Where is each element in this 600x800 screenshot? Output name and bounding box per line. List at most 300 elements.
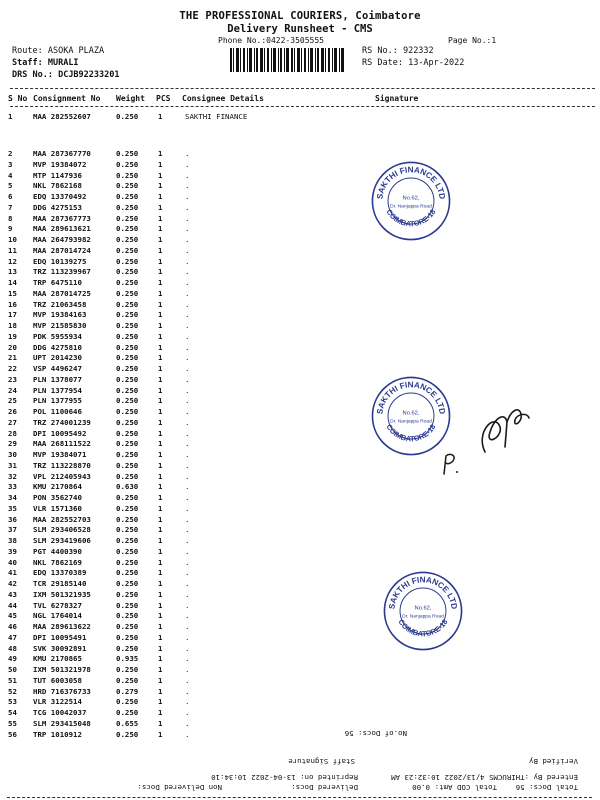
- weight-value: 0.250: [116, 288, 139, 298]
- delivered-docs: Delivered Docs:: [291, 783, 358, 792]
- weight-value: 0.250: [116, 374, 139, 384]
- consignee-details: .: [185, 460, 190, 470]
- consignee-details: .: [185, 708, 190, 717]
- row-sno: 7: [8, 202, 13, 212]
- table-row: [0, 149, 600, 159]
- consignment-no: MVP 19384163: [33, 310, 87, 320]
- consignee-details: .: [185, 256, 190, 266]
- weight-value: 0.250: [116, 579, 139, 588]
- weight-value: 0.250: [116, 643, 139, 653]
- non-delivered-docs: Non Delivered Docs:: [137, 783, 222, 792]
- consignee-details: .: [185, 310, 190, 320]
- pcs-value: 1: [158, 622, 163, 631]
- weight-value: 0.250: [116, 331, 139, 341]
- consignee-details: .: [185, 589, 190, 599]
- row-sno: 54: [8, 708, 17, 717]
- table-row: [0, 482, 600, 492]
- consignment-no: TRP 1010912: [33, 729, 82, 739]
- row-sno: 13: [8, 267, 17, 277]
- table-row: [0, 160, 600, 170]
- consignment-no: MAA 287367770: [33, 149, 91, 158]
- consignment-no: PLN 1378077: [33, 374, 82, 384]
- pcs-value: 1: [158, 718, 163, 728]
- consignee-details: .: [185, 675, 190, 685]
- row-sno: 55: [8, 718, 17, 728]
- consignee-details: .: [185, 364, 190, 373]
- row-sno: 40: [8, 557, 17, 567]
- pcs-value: 1: [158, 600, 163, 610]
- stamp-line2: Dr. Nanjappa Road: [390, 419, 432, 425]
- reprinted-on: Reprinted on: 13-04-2022 10:34:10: [211, 773, 358, 782]
- consignee-details: .: [185, 471, 190, 481]
- row-sno: 25: [8, 396, 17, 406]
- consignment-no: MAA 287367773: [33, 213, 91, 223]
- weight-value: 0.250: [116, 460, 139, 470]
- table-row: [0, 343, 600, 353]
- row-sno: 56: [8, 729, 17, 739]
- row-sno: 45: [8, 611, 17, 621]
- table-row: [0, 504, 600, 514]
- row-sno: 6: [8, 192, 13, 201]
- consignee-details: .: [185, 417, 190, 427]
- table-row: [0, 676, 600, 686]
- weight-value: 0.250: [116, 525, 139, 535]
- consignee-details: .: [185, 643, 190, 653]
- consignee-details: .: [185, 396, 190, 406]
- consignee-details: .: [185, 407, 190, 416]
- consignee-details: .: [185, 192, 190, 201]
- table-row: [0, 246, 600, 256]
- stamp-bottom-text: COIMBATORE-18: [396, 617, 450, 639]
- consignment-no: NGL 1764014: [33, 611, 82, 621]
- weight-value: 0.250: [116, 536, 139, 545]
- weight-value: 0.250: [116, 589, 139, 599]
- consignment-no: MVP 19384072: [33, 159, 87, 169]
- weight-value: 0.250: [116, 112, 139, 121]
- row-sno: 37: [8, 525, 17, 535]
- consignee-details: .: [185, 665, 190, 674]
- stamp-line2: Dr. Nanjappa Road: [390, 204, 432, 210]
- rs-date-line: RS Date: 13-Apr-2022: [362, 58, 465, 68]
- consignee-details: .: [185, 503, 190, 513]
- row-sno: 21: [8, 353, 17, 363]
- consignee-details: .: [185, 267, 190, 277]
- row-sno: 43: [8, 589, 17, 599]
- weight-value: 0.250: [116, 600, 139, 610]
- table-row: [0, 171, 600, 181]
- row-sno: 34: [8, 493, 17, 502]
- pcs-value: 1: [158, 235, 163, 244]
- row-sno: 2: [8, 149, 13, 158]
- weight-value: 0.250: [116, 192, 139, 201]
- consignment-no: MAA 282552607: [33, 112, 91, 121]
- pcs-value: 1: [158, 278, 163, 287]
- row-sno: 3: [8, 159, 13, 169]
- row-sno: 49: [8, 654, 17, 664]
- weight-value: 0.250: [116, 202, 139, 212]
- initial-signature-icon: [440, 452, 462, 476]
- consignee-details: .: [185, 149, 190, 158]
- col-consignee: Consignee Details: [182, 94, 264, 103]
- table-row: [0, 289, 600, 299]
- staff-value: MURALI: [47, 58, 79, 68]
- pcs-value: 1: [158, 525, 163, 535]
- consignment-no: SLM 293415048: [33, 718, 91, 728]
- consignee-details: .: [185, 514, 190, 524]
- table-row: [0, 697, 600, 707]
- consignee-details: .: [185, 299, 190, 309]
- consignment-no: POL 1100646: [33, 407, 82, 416]
- pcs-value: 1: [158, 536, 163, 545]
- row-sno: 12: [8, 256, 17, 266]
- row-sno: 51: [8, 675, 17, 685]
- consignee-details: .: [185, 729, 190, 739]
- row-sno: 47: [8, 632, 17, 642]
- table-row: [0, 112, 600, 122]
- pcs-value: 1: [158, 353, 163, 363]
- stamp-top-text: SAKTHI FINANCE LTD: [375, 165, 447, 200]
- pcs-value: 1: [158, 450, 163, 459]
- row-sno: 31: [8, 460, 17, 470]
- consignment-no: TCR 29185140: [33, 579, 87, 588]
- route-line: Route: ASOKA PLAZA: [12, 46, 105, 56]
- weight-value: 0.250: [116, 299, 139, 309]
- table-row: [0, 300, 600, 310]
- consignment-no: TRP 6475110: [33, 278, 82, 287]
- pcs-value: 1: [158, 321, 163, 330]
- consignee-details: .: [185, 611, 190, 621]
- stamp-line1: No.62,: [402, 195, 420, 202]
- weight-value: 0.250: [116, 170, 139, 180]
- weight-value: 0.935: [116, 654, 139, 664]
- staff-line: Staff: MURALI: [12, 58, 79, 68]
- consignment-no: DPI 10095492: [33, 428, 87, 438]
- table-row: [0, 321, 600, 331]
- row-sno: 9: [8, 224, 13, 234]
- pcs-value: 1: [158, 213, 163, 223]
- row-sno: 48: [8, 643, 17, 653]
- row-sno: 4: [8, 170, 13, 180]
- consignment-no: VSP 4496247: [33, 364, 82, 373]
- page-number: Page No.:1: [448, 36, 497, 45]
- col-pcs: PCS: [156, 94, 171, 103]
- rs-date-value: 13-Apr-2022: [408, 58, 465, 68]
- row-sno: 18: [8, 321, 17, 330]
- pcs-value: 1: [158, 417, 163, 427]
- consignment-no: MVP 19384071: [33, 450, 87, 459]
- pcs-value: 1: [158, 170, 163, 180]
- weight-value: 0.250: [116, 665, 139, 674]
- pcs-value: 1: [158, 224, 163, 234]
- row-sno: 19: [8, 331, 17, 341]
- consignment-no: DDG 4275810: [33, 342, 82, 352]
- table-row: [0, 687, 600, 697]
- route-value: ASOKA PLAZA: [47, 46, 105, 56]
- table-row: [0, 558, 600, 568]
- stamp-top-text: SAKTHI FINANCE LTD: [387, 575, 459, 610]
- weight-value: 0.250: [116, 407, 139, 416]
- consignee-details: .: [185, 493, 190, 502]
- weight-value: 0.250: [116, 417, 139, 427]
- row-sno: 5: [8, 181, 13, 191]
- total-docs: Total Docs: 56: [515, 783, 578, 792]
- consignment-no: KMU 2170865: [33, 654, 82, 664]
- consignee-details: .: [185, 525, 190, 535]
- consignee-details: .: [185, 374, 190, 384]
- table-row: [0, 257, 600, 267]
- weight-value: 0.250: [116, 181, 139, 191]
- consignee-details: .: [185, 450, 190, 459]
- table-row: [0, 192, 600, 202]
- consignee-details: .: [185, 718, 190, 728]
- divider: [10, 106, 595, 107]
- weight-value: 0.250: [116, 557, 139, 567]
- consignment-no: MTP 1147936: [33, 170, 82, 180]
- pcs-value: 1: [158, 396, 163, 406]
- pcs-value: 1: [158, 202, 163, 212]
- table-row: [0, 235, 600, 245]
- pcs-value: 1: [158, 568, 163, 578]
- consignment-no: PLN 1377955: [33, 396, 82, 406]
- company-title: THE PROFESSIONAL COURIERS, Coimbatore: [179, 10, 421, 22]
- consignee-details: .: [185, 654, 190, 664]
- weight-value: 0.250: [116, 439, 139, 449]
- stamp-line2: Dr. Nanjappa Road: [402, 614, 444, 620]
- pcs-value: 1: [158, 482, 163, 492]
- table-row: [0, 547, 600, 557]
- weight-value: 0.250: [116, 729, 139, 739]
- pcs-value: 1: [158, 288, 163, 298]
- svg-text:COIMBATORE-18: [385, 423, 438, 444]
- weight-value: 0.250: [116, 213, 139, 223]
- pcs-value: 1: [158, 149, 163, 158]
- row-sno: 41: [8, 568, 17, 578]
- row-sno: 11: [8, 245, 17, 255]
- consignee-details: .: [185, 568, 190, 578]
- weight-value: 0.250: [116, 708, 139, 717]
- stamp-top-text: SAKTHI FINANCE LTD: [375, 380, 447, 415]
- row-sno: 32: [8, 471, 17, 481]
- row-sno: 8: [8, 213, 13, 223]
- pcs-value: 1: [158, 686, 163, 696]
- consignee-details: .: [185, 579, 190, 588]
- weight-value: 0.250: [116, 245, 139, 255]
- weight-value: 0.250: [116, 396, 139, 406]
- row-sno: 42: [8, 579, 17, 588]
- weight-value: 0.250: [116, 267, 139, 277]
- pcs-value: 1: [158, 632, 163, 642]
- entered-by: Entered By :THIRUCMS 4/13/2022 10:32:23 AM: [391, 773, 578, 782]
- consignee-details: .: [185, 482, 190, 492]
- consignee-details: .: [185, 428, 190, 438]
- table-row: [0, 278, 600, 288]
- pcs-value: 1: [158, 439, 163, 449]
- consignee-details: .: [185, 245, 190, 255]
- consignment-no: MAA 268111522: [33, 439, 91, 449]
- consignee-details: .: [185, 170, 190, 180]
- rs-no-value: 922332: [402, 46, 434, 56]
- pcs-value: 1: [158, 675, 163, 685]
- cod-amount: 0.00: [412, 783, 430, 792]
- weight-value: 0.250: [116, 224, 139, 234]
- pcs-value: 1: [158, 192, 163, 201]
- consignment-no: PDK 5955934: [33, 331, 82, 341]
- consignment-no: EDQ 13370492: [33, 192, 87, 201]
- pcs-value: 1: [158, 643, 163, 653]
- rs-info: [362, 45, 464, 69]
- consignee-details: .: [185, 632, 190, 642]
- weight-value: 0.250: [116, 697, 139, 707]
- weight-value: 0.250: [116, 611, 139, 621]
- row-sno: 39: [8, 546, 17, 556]
- consignee-details: .: [185, 181, 190, 191]
- consignment-no: SLM 293406528: [33, 525, 91, 535]
- consignment-no: TCG 10042037: [33, 708, 87, 717]
- consignment-no: TRZ 21063458: [33, 299, 87, 309]
- pcs-value: 1: [158, 112, 163, 121]
- consignment-no: NKL 7862169: [33, 557, 82, 567]
- row-sno: 16: [8, 299, 17, 309]
- row-sno: 44: [8, 600, 17, 610]
- weight-value: 0.250: [116, 622, 139, 631]
- consignment-no: MAA 287014725: [33, 288, 91, 298]
- weight-value: 0.250: [116, 568, 139, 578]
- route-info: [12, 45, 120, 81]
- table-row: [0, 536, 600, 546]
- weight-value: 0.630: [116, 482, 139, 492]
- consignment-no: SLM 293419606: [33, 536, 91, 545]
- consignment-no: HRD 716376733: [33, 686, 91, 696]
- consignment-no: VLR 3122514: [33, 697, 82, 707]
- row-sno: 27: [8, 417, 17, 427]
- drs-value: DCJB92233201: [58, 70, 120, 80]
- row-sno: 1: [8, 112, 13, 121]
- consignee-details: .: [185, 353, 190, 363]
- runsheet-subtitle: Delivery Runsheet - CMS: [227, 23, 373, 35]
- table-row: [0, 622, 600, 632]
- consignment-no: IXM 501321978: [33, 665, 91, 674]
- consignee-details: .: [185, 600, 190, 610]
- weight-value: 0.250: [116, 256, 139, 266]
- weight-value: 0.250: [116, 546, 139, 556]
- table-row: [0, 181, 600, 191]
- pcs-value: 1: [158, 299, 163, 309]
- consignment-no: PGT 4400390: [33, 546, 82, 556]
- pcs-value: 1: [158, 385, 163, 395]
- runsheet-footer: [0, 730, 600, 800]
- table-row: [0, 568, 600, 578]
- table-row: [0, 654, 600, 664]
- consignee-details: .: [185, 686, 190, 696]
- row-sno: 30: [8, 450, 17, 459]
- pcs-value: 1: [158, 245, 163, 255]
- consignment-no: TRZ 113228870: [33, 460, 91, 470]
- pcs-value: 1: [158, 374, 163, 384]
- consignee-details: .: [185, 288, 190, 298]
- consignment-no: TVL 6278327: [33, 600, 82, 610]
- pcs-value: 1: [158, 267, 163, 277]
- consignee-details: .: [185, 557, 190, 567]
- consignment-no: VPL 212405943: [33, 471, 91, 481]
- pcs-value: 1: [158, 589, 163, 599]
- rs-no-line: RS No.: 922332: [362, 46, 434, 56]
- svg-text:COIMBATORE-18: [397, 618, 450, 639]
- row-sno: 53: [8, 697, 17, 707]
- consignee-details: .: [185, 546, 190, 556]
- weight-value: 0.250: [116, 632, 139, 642]
- pcs-value: 1: [158, 579, 163, 588]
- row-sno: 33: [8, 482, 17, 492]
- pcs-value: 1: [158, 181, 163, 191]
- row-sno: 35: [8, 503, 17, 513]
- consignment-no: MAA 264793982: [33, 235, 91, 244]
- row-sno: 52: [8, 686, 17, 696]
- consignee-details: .: [185, 224, 190, 234]
- consignment-no: TRZ 113239967: [33, 267, 91, 277]
- consignment-no: TRZ 274001239: [33, 417, 91, 427]
- consignee-details: .: [185, 385, 190, 395]
- consignment-no: MVP 21585830: [33, 321, 87, 330]
- consignee-details: .: [185, 439, 190, 449]
- consignment-no: IXM 501321935: [33, 589, 91, 599]
- row-sno: 26: [8, 407, 17, 416]
- consignment-no: DPI 10095491: [33, 632, 87, 642]
- pcs-value: 1: [158, 428, 163, 438]
- pcs-value: 1: [158, 471, 163, 481]
- row-sno: 22: [8, 364, 17, 373]
- col-sno: S No: [8, 94, 28, 103]
- weight-value: 0.250: [116, 675, 139, 685]
- pcs-value: 1: [158, 159, 163, 169]
- consignee-details: .: [185, 235, 190, 244]
- pcs-value: 1: [158, 493, 163, 502]
- consignment-no: KMU 2170864: [33, 482, 82, 492]
- consignee-details: .: [185, 321, 190, 330]
- consignee-details: .: [185, 342, 190, 352]
- pcs-value: 1: [158, 256, 163, 266]
- table-row: [0, 310, 600, 320]
- weight-value: 0.250: [116, 235, 139, 244]
- table-row: [0, 611, 600, 621]
- stamp-bottom-text: COIMBATORE-18: [384, 207, 438, 229]
- table-row: [0, 579, 600, 589]
- table-row: [0, 644, 600, 654]
- svg-text:COIMBATORE-18: [385, 208, 438, 229]
- table-row: [0, 267, 600, 277]
- consignment-no: UPT 2014230: [33, 353, 82, 363]
- table-row: [0, 493, 600, 503]
- pcs-value: 1: [158, 729, 163, 739]
- table-row: [0, 708, 600, 718]
- row-sno: 20: [8, 342, 17, 352]
- row-sno: 46: [8, 622, 17, 631]
- pcs-value: 1: [158, 557, 163, 567]
- weight-value: 0.250: [116, 493, 139, 502]
- consignee-details: .: [185, 331, 190, 341]
- total-cod-label: Total COD Amt:: [434, 783, 497, 792]
- table-row: [0, 214, 600, 224]
- pcs-value: 1: [158, 342, 163, 352]
- table-row: [0, 525, 600, 535]
- row-sno: 28: [8, 428, 17, 438]
- weight-value: 0.250: [116, 450, 139, 459]
- consignment-no: TUT 6003058: [33, 675, 82, 685]
- barcode-icon: [229, 48, 345, 72]
- pcs-value: 1: [158, 460, 163, 470]
- verified-by: Verified By: [529, 757, 578, 766]
- weight-value: 0.250: [116, 503, 139, 513]
- drs-line: DRS No.: DCJB92233201: [12, 70, 120, 80]
